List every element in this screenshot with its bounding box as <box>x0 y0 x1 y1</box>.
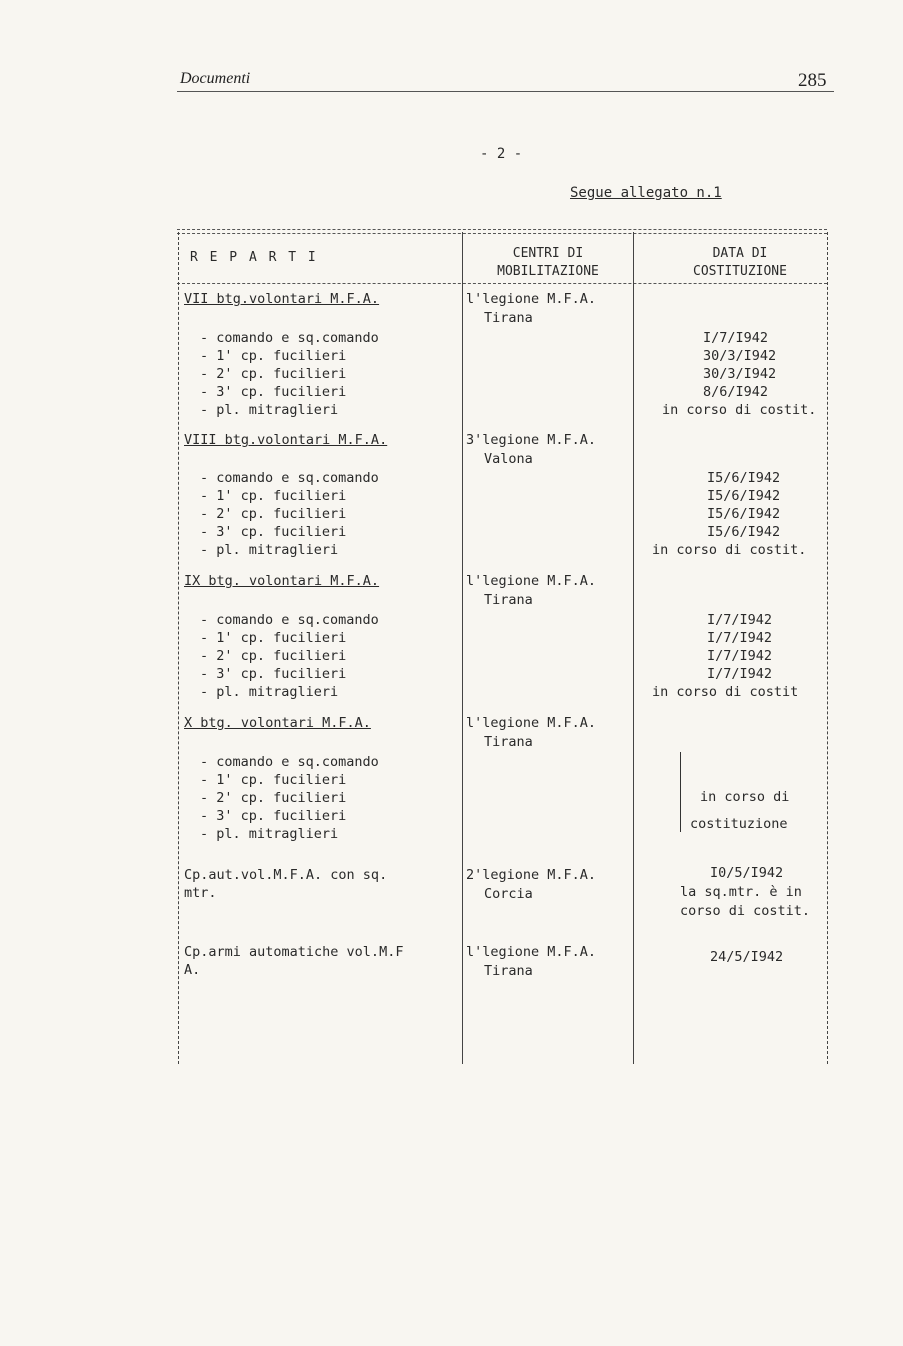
extra-unit-date: I0/5/I942 <box>710 865 784 881</box>
unit-item: - 3' cp. fucilieri <box>200 808 347 824</box>
unit-item-date: 30/3/I942 <box>703 366 777 382</box>
unit-item-date: I/7/I942 <box>703 330 769 346</box>
extra-unit-name: Cp.armi automatiche vol.M.F <box>184 944 404 960</box>
unit-brace-date: costituzione <box>690 816 788 832</box>
column-divider-1 <box>462 232 463 1064</box>
unit-center: l'legione M.F.A. <box>466 291 597 307</box>
unit-item-date: I/7/I942 <box>707 612 773 628</box>
extra-unit-center: l'legione M.F.A. <box>466 944 597 960</box>
unit-center-city: Valona <box>484 451 533 467</box>
unit-item: - pl. mitraglieri <box>200 684 339 700</box>
unit-item: - comando e sq.comando <box>200 470 379 486</box>
unit-center-city: Tirana <box>484 592 533 608</box>
table-left-border <box>178 232 179 1064</box>
unit-item: - 1' cp. fucilieri <box>200 772 347 788</box>
unit-item: - 1' cp. fucilieri <box>200 630 347 646</box>
attachment-label: Segue allegato n.1 <box>570 185 722 201</box>
extra-unit-name: mtr. <box>184 885 217 901</box>
unit-name: VII btg.volontari M.F.A. <box>184 291 380 307</box>
unit-item: - 2' cp. fucilieri <box>200 648 347 664</box>
running-header-title: Documenti <box>180 70 251 87</box>
unit-item: - 2' cp. fucilieri <box>200 506 347 522</box>
unit-item-date: 8/6/I942 <box>703 384 769 400</box>
unit-item-date: in corso di costit. <box>652 542 807 558</box>
page-number: 285 <box>798 70 827 91</box>
unit-item-date: I/7/I942 <box>707 648 773 664</box>
column-header-reparti: R E P A R T I <box>190 250 318 265</box>
unit-item-date: I/7/I942 <box>707 630 773 646</box>
unit-item-date: 30/3/I942 <box>703 348 777 364</box>
column-header-costituzione: COSTITUZIONE <box>693 264 787 279</box>
extra-unit-center-city: Corcia <box>484 886 533 902</box>
table-header-rule <box>177 283 827 284</box>
unit-item: - 3' cp. fucilieri <box>200 666 347 682</box>
unit-name: VIII btg.volontari M.F.A. <box>184 432 388 448</box>
extra-unit-date: la sq.mtr. è in <box>680 884 802 900</box>
unit-name: X btg. volontari M.F.A. <box>184 715 371 731</box>
unit-name: IX btg. volontari M.F.A. <box>184 573 380 589</box>
unit-item: - 1' cp. fucilieri <box>200 488 347 504</box>
header-rule <box>177 91 834 92</box>
unit-item-date: in corso di costit. <box>662 402 817 418</box>
unit-item: - comando e sq.comando <box>200 330 379 346</box>
unit-item: - comando e sq.comando <box>200 612 379 628</box>
table-top-border <box>177 229 827 234</box>
unit-item: - 1' cp. fucilieri <box>200 348 347 364</box>
extra-unit-center: 2'legione M.F.A. <box>466 867 597 883</box>
unit-item: - pl. mitraglieri <box>200 826 339 842</box>
document-page-marker: - 2 - <box>480 146 523 162</box>
unit-center-city: Tirana <box>484 310 533 326</box>
unit-item: - pl. mitraglieri <box>200 542 339 558</box>
column-header-data: DATA DI <box>712 246 768 261</box>
unit-item-date: I5/6/I942 <box>707 524 781 540</box>
unit-center: l'legione M.F.A. <box>466 715 597 731</box>
column-divider-2 <box>633 232 634 1064</box>
unit-item-date: I5/6/I942 <box>707 470 781 486</box>
extra-unit-date: 24/5/I942 <box>710 949 784 965</box>
unit-item-date: I5/6/I942 <box>707 488 781 504</box>
unit-item: - 3' cp. fucilieri <box>200 384 347 400</box>
attachment-note <box>570 185 722 201</box>
column-header-centri: CENTRI DI <box>512 246 584 261</box>
unit-item: - 3' cp. fucilieri <box>200 524 347 540</box>
unit-center: l'legione M.F.A. <box>466 573 597 589</box>
unit-brace-date: in corso di <box>700 789 790 805</box>
unit-item-date: I/7/I942 <box>707 666 773 682</box>
table-right-border <box>827 232 828 1064</box>
extra-unit-name: A. <box>184 962 201 978</box>
unit-item: - 2' cp. fucilieri <box>200 366 347 382</box>
unit-item: - comando e sq.comando <box>200 754 379 770</box>
extra-unit-name: Cp.aut.vol.M.F.A. con sq. <box>184 867 388 883</box>
extra-unit-date: corso di costit. <box>680 903 811 919</box>
column-header-mobilitazione: MOBILITAZIONE <box>497 264 599 279</box>
unit-item: - pl. mitraglieri <box>200 402 339 418</box>
extra-unit-center-city: Tirana <box>484 963 533 979</box>
unit-item: - 2' cp. fucilieri <box>200 790 347 806</box>
date-brace <box>674 752 681 832</box>
unit-center: 3'legione M.F.A. <box>466 432 597 448</box>
unit-item-date: in corso di costit <box>652 684 799 700</box>
unit-item-date: I5/6/I942 <box>707 506 781 522</box>
unit-center-city: Tirana <box>484 734 533 750</box>
